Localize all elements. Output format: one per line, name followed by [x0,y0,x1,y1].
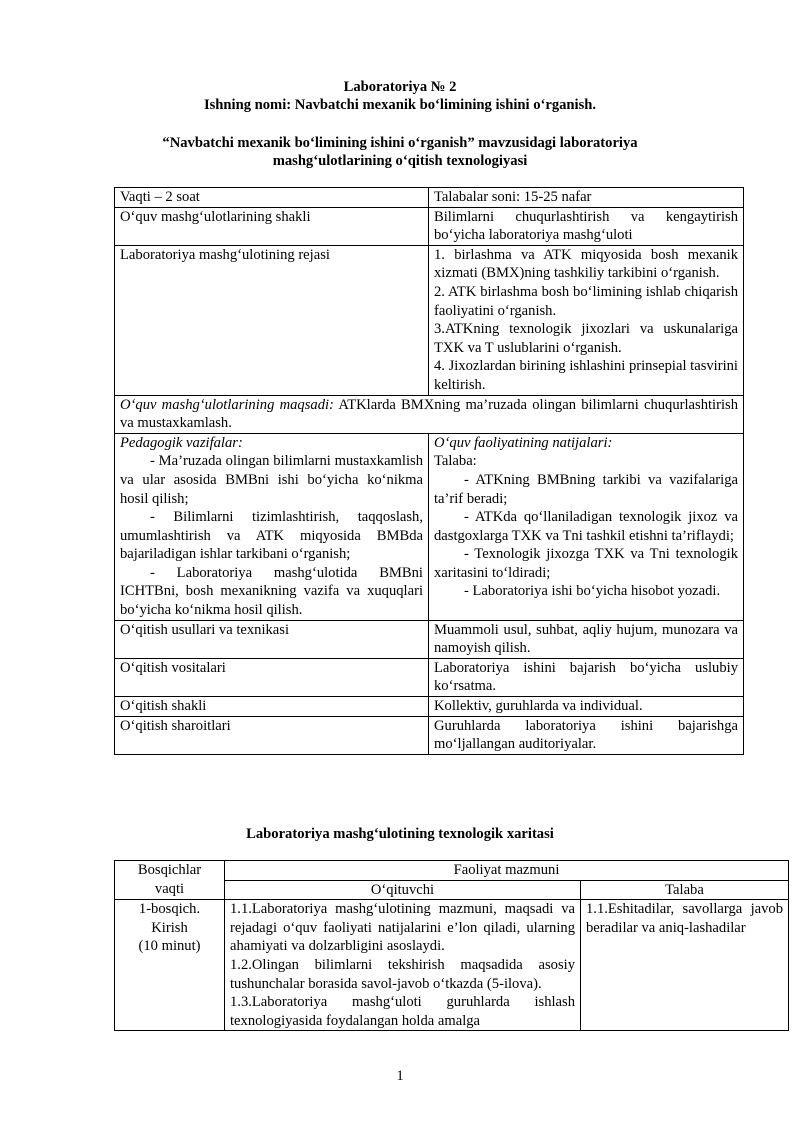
plan-item: 3.ATKning texnologik jixozlari va uskunalariga TXK va T uslublarini o‘rganish. [434,321,738,356]
methods-label: O‘qitish usullari va texnikasi [115,620,429,658]
student-column-header: Talaba [581,880,789,900]
learning-result: - Laboratoriya ishi bo‘yicha hisobot yozadi. [464,583,721,600]
tech-map-table [114,860,789,1031]
table-row [115,900,789,1031]
table-row [115,433,744,620]
shape-label: O‘qitish shakli [115,697,429,717]
subtitle-line-1: “Navbatchi mexanik bo‘limining ishini o‘rganish” mavzusidagi laboratoriya [162,135,638,151]
plan-label: Laboratoriya mashg‘ulotining rejasi [115,245,429,395]
lab-number-heading: Laboratoriya № 2 [343,79,457,95]
learning-results-cell [429,433,744,620]
learning-result: - ATKda qo‘llaniladigan texnologik jixoz va dastgoxlarga TXK va Tni tashkil etishni ta’riflaydi; [434,509,738,544]
teacher-activity-cell [225,900,581,1031]
table-row [115,207,744,245]
learning-results-subject: Talaba: [434,453,477,470]
student-activity-cell: 1.1.Eshitadilar, savollarga javob beradilar va aniq-lashadilar [581,900,789,1031]
conditions-value: Guruhlarda laboratoriya ishini bajarishga mo‘ljallangan auditoriyalar. [429,716,744,754]
table-row [115,188,744,208]
lesson-info-table [114,187,744,755]
students-cell: Talabalar soni: 15-25 nafar [429,188,744,208]
table-row [115,716,744,754]
activity-content-header: Faoliyat mazmuni [225,861,789,881]
teacher-activity-item: 1.2.Olingan bilimlarni tekshirish maqsadida asosiy tushunchalar borasida savol-javob o‘tkazda (5-ilova). [230,956,575,992]
table-row [115,395,744,433]
plan-item: 1. birlashma va ATK miqyosida bosh mexanik xizmati (BMX)ning tashkiliy tarkibini o‘rganish. [434,246,738,282]
pedagogical-task: - Laboratoriya mashg‘ulotida BMBni ICHTBni, bosh mexanikning vazifa va xuquqlari bo‘yicha ko‘nikma hosil qilish. [120,564,423,619]
shape-value: Kollektiv, guruhlarda va individual. [429,697,744,717]
goal-text: ATKlarda BMXning ma’ruzada olingan bilimlarni chuqurlashtirish va mustaxkamlash. [120,396,739,432]
learning-result: - ATKning BMBning tarkibi va vazifalariga ta’rif beradi; [434,471,738,507]
table-row [115,620,744,658]
stage-time-header: Bosqichlar vaqti [115,861,225,900]
pedagogical-tasks-title: Pedagogik vazifalar: [120,434,243,451]
goal-label: O‘quv mashg‘ulotlarining maqsadi: [120,396,334,413]
stage-cell: 1-bosqich. Kirish (10 minut) [115,900,225,1031]
plan-item: 2. ATK birlashma bosh bo‘limining ishlab chiqarish faoliyatini o‘rganish. [434,283,738,319]
tech-map-title: Laboratoriya mashg‘ulotining texnologik xaritasi [246,826,554,842]
teacher-activity-item: 1.3.Laboratoriya mashg‘uloti guruhlarda ishlash texnologiyasida foydalangan holda amalga [230,994,575,1029]
page-number: 1 [396,1068,404,1084]
tools-label: O‘qitish vositalari [115,658,429,696]
table-row [115,245,744,395]
plan-list [429,245,744,395]
tools-value: Laboratoriya ishini bajarish bo‘yicha uslubiy ko‘rsatma. [429,658,744,696]
table-row [115,697,744,717]
table-row [115,658,744,696]
duration-cell: Vaqti – 2 soat [115,188,429,208]
pedagogical-task: - Bilimlarni tizimlashtirish, taqqoslash, umumlashtirish va ATK miqyosida BMBda bajariladigan ishlar tarkibani o‘rganish; [120,509,423,563]
methods-value: Muammoli usul, suhbat, aqliy hujum, munozara va namoyish qilish. [429,620,744,658]
conditions-label: O‘qitish sharoitlari [115,716,429,754]
teacher-activity-item: 1.1.Laboratoriya mashg‘ulotining mazmuni, maqsadi va rejadagi o‘quv faoliyati natijalarini e’lon qiladi, ularning ahamiyati va dolzarbligini asoslaydi. [230,901,575,955]
goal-cell [115,395,744,433]
learning-results-title: O‘quv faoliyatining natijalari: [434,434,613,451]
form-label: O‘quv mashg‘ulotlarining shakli [115,207,429,245]
pedagogical-task: - Ma’ruzada olingan bilimlarni mustaxkamlish va ular asosida BMBni ishi bo‘yicha ko‘nikma hosil qilish; [120,453,423,507]
work-name-heading: Ishning nomi: Navbatchi mexanik bo‘limining ishini o‘rganish. [203,97,597,113]
pedagogical-tasks-cell [115,433,429,620]
plan-item: 4. Jixozlardan birining ishlashini prinsepial tasvirini keltirish. [434,358,738,393]
subtitle-line-2: mashg‘ulotlarining o‘qitish texnologiyasi [272,153,528,169]
table-row [115,861,789,881]
form-value: Bilimlarni chuqurlashtirish va kengaytirish bo‘yicha laboratoriya mashg‘uloti [429,207,744,245]
learning-result: - Texnologik jixozga TXK va Tni texnologik xaritasini to‘ldiradi; [434,546,738,581]
teacher-column-header: O‘qituvchi [225,880,581,900]
